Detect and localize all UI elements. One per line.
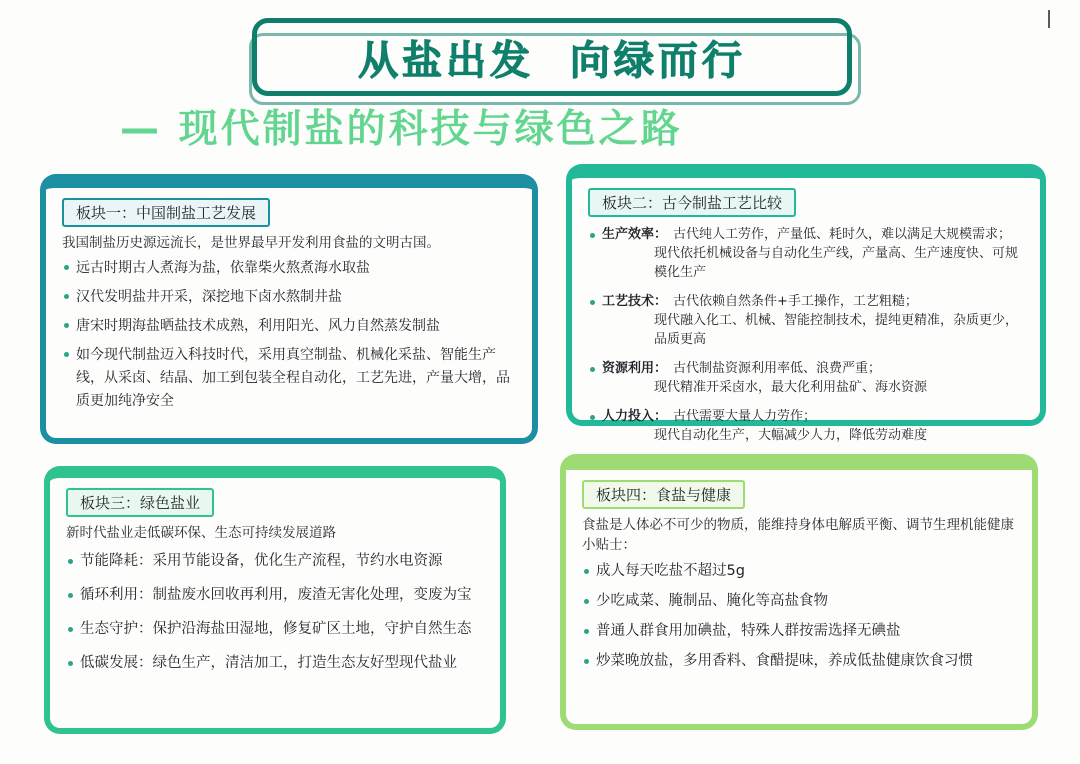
panel-history xyxy=(40,174,538,444)
panel-salt-health-list xyxy=(582,561,1016,671)
comparison-modern: 现代精准开采卤水，最大化利用盐矿、海水资源 xyxy=(654,380,928,395)
list-item: 普通人群食用加碘盐，特殊人群按需选择无碘盐 xyxy=(582,621,1016,641)
list-item xyxy=(588,225,1024,282)
panel-history-intro: 我国制盐历史源远流长，是世界最早开发利用食盐的文明古国。 xyxy=(62,235,440,251)
panel-history-label: 板块一：中国制盐工艺发展 xyxy=(62,198,270,227)
panel-salt-health xyxy=(560,454,1038,730)
list-item: 远古时期古人煮海为盐，依靠柴火熬煮海水取盐 xyxy=(62,257,516,280)
title-banner xyxy=(252,18,852,96)
list-item: 唐宋时期海盐晒盐技术成熟，利用阳光、风力自然蒸发制盐 xyxy=(62,315,516,338)
comparison-ancient: 古代纯人工劳作，产量低、耗时久，难以满足大规模需求； xyxy=(673,227,1012,242)
comparison-modern: 现代依托机械设备与自动化生产线，产量高、生产速度快、可规模化生产 xyxy=(654,246,1019,280)
list-item: 汉代发明盐井开采，深挖地下卤水熬制井盐 xyxy=(62,286,516,309)
list-item: 炒菜晚放盐，多用香料、食醋提味，养成低盐健康饮食习惯 xyxy=(582,651,1016,671)
list-item: 成人每天吃盐不超过5g xyxy=(582,561,1016,581)
list-item xyxy=(588,407,1024,445)
list-item: 生态守护：保护沿海盐田湿地，修复矿区土地，守护自然生态 xyxy=(66,619,484,639)
list-item: 低碳发展：绿色生产，清洁加工，打造生态友好型现代盐业 xyxy=(66,653,484,673)
panel-green-salt-intro: 新时代盐业走低碳环保、生态可持续发展道路 xyxy=(66,525,336,541)
list-item: 如今现代制盐迈入科技时代，采用真空制盐、机械化采盐、智能生产线，从采卤、结晶、加工到包装全程自动化，工艺先进，产量大增，品质更加纯净安全 xyxy=(62,344,516,413)
comparison-key: 工艺技术： xyxy=(602,294,668,309)
list-item: 少吃咸菜、腌制品、腌化等高盐食物 xyxy=(582,591,1016,611)
comparison-key: 生产效率： xyxy=(602,227,668,242)
list-item: 节能降耗：采用节能设备，优化生产流程，节约水电资源 xyxy=(66,551,484,571)
page-title: 从盐出发 向绿而行 xyxy=(358,37,746,84)
panel-comparison-list xyxy=(588,225,1024,445)
panel-history-list xyxy=(62,257,516,413)
comparison-ancient: 古代依赖自然条件+手工操作，工艺粗糙； xyxy=(673,294,918,309)
panel-comparison-label: 板块二：古今制盐工艺比较 xyxy=(588,188,796,217)
panel-salt-health-intro: 食盐是人体必不可少的物质，能维持身体电解质平衡、调节生理机能健康小贴士： xyxy=(582,517,1014,553)
page-subtitle: — 现代制盐的科技与绿色之路 xyxy=(120,107,683,152)
comparison-ancient: 古代制盐资源利用率低、浪费严重； xyxy=(673,361,882,376)
comparison-ancient: 古代需要大量人力劳作； xyxy=(673,409,817,424)
comparison-modern: 现代自动化生产，大幅减少人力，降低劳动难度 xyxy=(654,428,928,443)
corner-mark xyxy=(1048,10,1050,28)
list-item xyxy=(588,292,1024,349)
comparison-key: 资源利用： xyxy=(602,361,668,376)
list-item xyxy=(588,359,1024,397)
comparison-key: 人力投入： xyxy=(602,409,668,424)
panel-green-salt-list xyxy=(66,551,484,673)
panel-comparison xyxy=(566,164,1046,443)
comparison-modern: 现代融入化工、机械、智能控制技术，提纯更精准，杂质更少，品质更高 xyxy=(654,313,1019,347)
panel-green-salt xyxy=(44,466,506,734)
list-item: 循环利用：制盐废水回收再利用，废渣无害化处理，变废为宝 xyxy=(66,585,484,605)
panel-green-salt-label: 板块三：绿色盐业 xyxy=(66,488,214,517)
panel-salt-health-label: 板块四：食盐与健康 xyxy=(582,480,745,509)
